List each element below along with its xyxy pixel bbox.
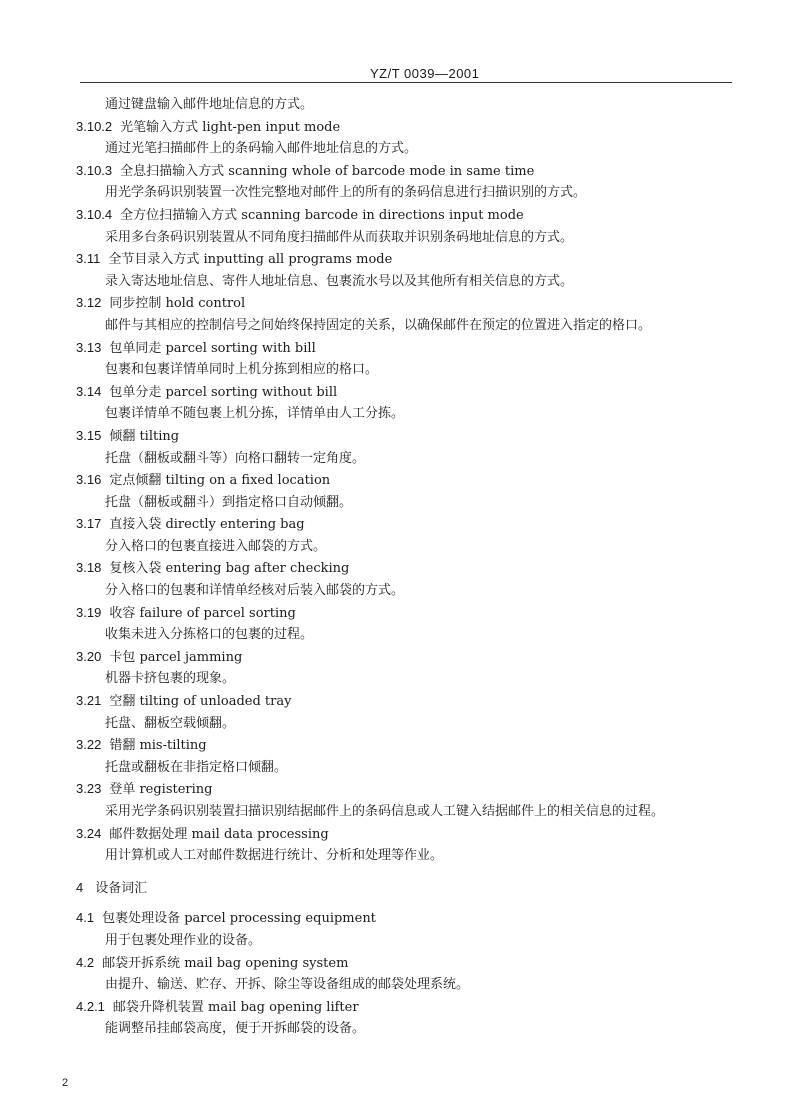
- term-number: 3.21: [76, 693, 102, 709]
- term-heading: [76, 513, 756, 536]
- term-number: 3.10.4: [76, 206, 113, 222]
- term-number: 3.24: [76, 825, 102, 841]
- definition-text: 由提升、输送、贮存、开拆、除尘等设备组成的邮袋处理系统。: [105, 977, 470, 993]
- document-body: [76, 94, 756, 1040]
- term-heading: [76, 116, 756, 139]
- term-title: 包裹处理设备 parcel processing equipment: [102, 911, 376, 927]
- term-heading: [76, 996, 756, 1019]
- term-heading: [76, 646, 756, 669]
- term-heading: [76, 425, 756, 448]
- term-number: 3.15: [76, 427, 102, 443]
- term-title: 全节目录入方式 inputting all programs mode: [108, 252, 393, 268]
- definition-text: 通过光笔扫描邮件上的条码输入邮件地址信息的方式。: [105, 141, 418, 157]
- definition-text: 机器卡挤包裹的现象。: [105, 671, 236, 687]
- term-title: 卡包 parcel jamming: [109, 649, 243, 665]
- term-number: 3.22: [76, 737, 102, 753]
- term-title: 全息扫描输入方式 scanning whole of barcode mode in same time: [120, 163, 535, 179]
- term-number: 3.18: [76, 560, 102, 576]
- term-title: 定点倾翻 tilting on a fixed location: [109, 473, 331, 489]
- term-title: 错翻 mis-tilting: [109, 738, 207, 754]
- term-heading: [76, 204, 756, 227]
- definition-text: 能调整吊挂邮袋高度，便于开拆邮袋的设备。: [105, 1021, 366, 1037]
- term-title: 复核入袋 entering bag after checking: [109, 561, 350, 577]
- definition-text: 包裹详情单不随包裹上机分拣，详情单由人工分拣。: [105, 406, 405, 422]
- term-heading: [76, 778, 756, 801]
- definition-text: 托盘（翻板或翻斗等）向格口翻转一定角度。: [105, 450, 366, 466]
- term-title: 全方位扫描输入方式 scanning barcode in directions input mode: [120, 207, 524, 223]
- definition-text: 收集未进入分拣格口的包裹的过程。: [105, 627, 314, 643]
- term-title: 同步控制 hold control: [109, 296, 246, 312]
- term-number: 3.23: [76, 781, 102, 797]
- term-title: 空翻 tilting of unloaded tray: [109, 694, 292, 710]
- definition-text: 托盘（翻板或翻斗）到指定格口自动倾翻。: [105, 494, 353, 510]
- term-number: 3.13: [76, 339, 102, 355]
- definition-text: 邮件与其相应的控制信号之间始终保持固定的关系，以确保邮件在预定的位置进入指定的格口。: [105, 317, 652, 333]
- section-title: 设备词汇: [95, 880, 148, 896]
- term-number: 4.2: [76, 954, 95, 970]
- term-title: 包单同走 parcel sorting with bill: [109, 340, 316, 356]
- term-heading: [76, 557, 756, 580]
- term-number: 3.10.2: [76, 118, 113, 134]
- term-title: 登单 registering: [109, 782, 213, 798]
- term-title: 直接入袋 directly entering bag: [109, 517, 305, 533]
- term-heading: [76, 690, 756, 713]
- term-title: 邮件数据处理 mail data processing: [109, 826, 329, 842]
- definition-text: 录入寄达地址信息、寄件人地址信息、包裹流水号以及其他所有相关信息的方式。: [105, 273, 574, 289]
- section-heading: [76, 877, 756, 900]
- page-number: 2: [62, 1077, 69, 1089]
- definition-text: 包裹和包裹详情单同时上机分拣到相应的格口。: [105, 362, 379, 378]
- term-title: 光笔输入方式 light-pen input mode: [120, 119, 341, 135]
- term-heading: [76, 602, 756, 625]
- definition-text: 采用多台条码识别装置从不同角度扫描邮件从而获取并识别条码地址信息的方式。: [105, 229, 574, 245]
- term-number: 4.1: [76, 910, 95, 926]
- term-number: 3.14: [76, 383, 102, 399]
- term-title: 收容 failure of parcel sorting: [109, 605, 296, 621]
- header-rule: [80, 82, 732, 83]
- term-number: 3.10.3: [76, 162, 113, 178]
- definition-text: 通过键盘输入邮件地址信息的方式。: [105, 97, 314, 112]
- term-title: 包单分走 parcel sorting without bill: [109, 384, 338, 400]
- term-heading: [76, 734, 756, 757]
- term-heading: [76, 469, 756, 492]
- term-heading: [76, 381, 756, 404]
- term-title: 邮袋开拆系统 mail bag opening system: [102, 955, 349, 971]
- term-heading: [76, 337, 756, 360]
- term-number: 3.16: [76, 472, 102, 488]
- definition-text: 采用光学条码识别装置扫描识别结据邮件上的条码信息或人工键入结据邮件上的相关信息的过程。: [105, 804, 665, 819]
- term-number: 3.12: [76, 295, 102, 311]
- term-heading: [76, 907, 756, 930]
- term-title: 倾翻 tilting: [109, 428, 180, 444]
- term-heading: [76, 952, 756, 975]
- term-heading: [76, 292, 756, 315]
- term-number: 3.19: [76, 604, 102, 620]
- standard-code-header: YZ/T 0039—2001: [370, 66, 480, 81]
- term-number: 3.20: [76, 648, 102, 664]
- definition-text: 分入格口的包裹和详情单经核对后装入邮袋的方式。: [105, 583, 405, 599]
- term-heading: [76, 160, 756, 183]
- term-title: 邮袋升降机装置 mail bag opening lifter: [112, 999, 359, 1015]
- term-number: 3.17: [76, 516, 102, 532]
- definition-text: 分入格口的包裹直接进入邮袋的方式。: [105, 538, 327, 554]
- term-number: 3.11: [76, 251, 101, 267]
- term-heading: [76, 823, 756, 846]
- term-heading: [76, 248, 756, 271]
- section-number: 4: [76, 879, 84, 895]
- definition-text: 托盘、翻板空载倾翻。: [105, 715, 236, 731]
- definition-text: 用于包裹处理作业的设备。: [105, 932, 262, 948]
- definition-text: 用计算机或人工对邮件数据进行统计、分析和处理等作业。: [105, 848, 444, 864]
- definition-text: 用光学条码识别装置一次性完整地对邮件上的所有的条码信息进行扫描识别的方式。: [105, 185, 587, 201]
- definition-text: 托盘或翻板在非指定格口倾翻。: [105, 759, 288, 775]
- term-number: 4.2.1: [76, 998, 105, 1014]
